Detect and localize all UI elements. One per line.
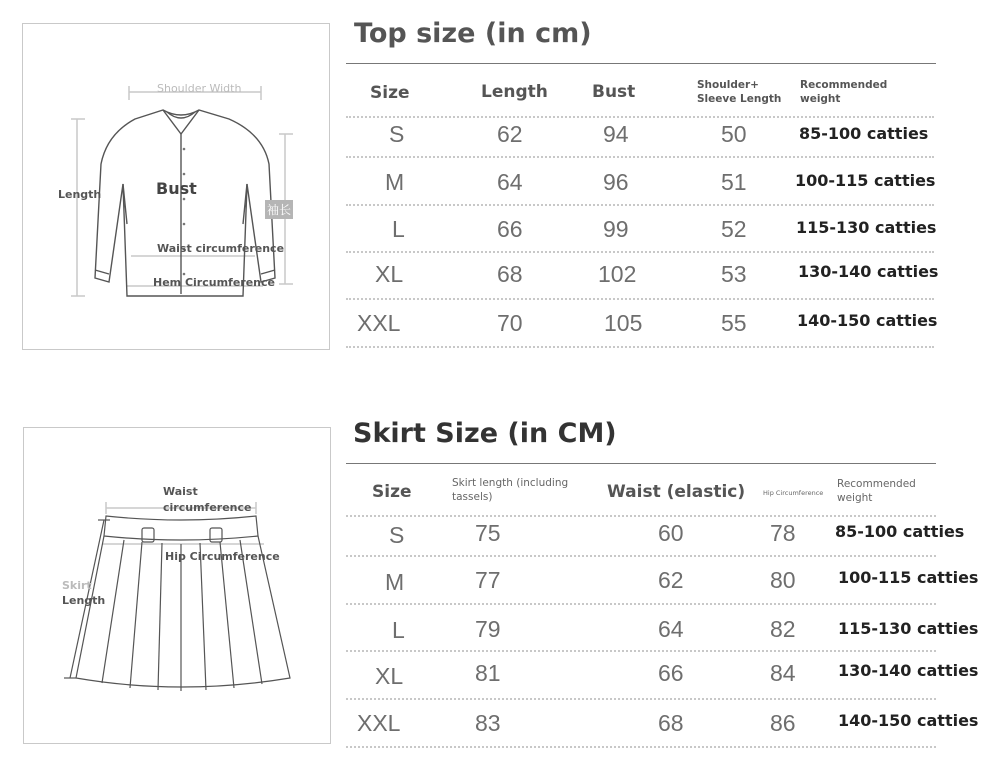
top-cell-weight: 85-100 catties	[799, 124, 929, 143]
skirt-size-diagram	[23, 427, 331, 744]
waist-circumference-label: Waist circumference	[157, 242, 285, 255]
skirt-divider	[346, 698, 936, 700]
skirt-cell-length: 77	[475, 567, 501, 593]
skirt-cell-hip: 86	[770, 710, 796, 736]
skirt-cell-hip: 82	[770, 616, 796, 642]
skirt-header-size: Size	[372, 482, 412, 502]
skirt-header-weight-line2: weight	[837, 492, 873, 504]
skirt-cell-size: M	[385, 569, 405, 595]
hem-circumference-label: Hem Circumference	[153, 276, 275, 289]
skirt-cell-weight: 115-130 catties	[838, 619, 979, 638]
skirt-waist-line2: circumference	[163, 501, 252, 514]
top-cell-bust: 94	[603, 121, 629, 147]
skirt-cell-hip: 80	[770, 567, 796, 593]
skirt-cell-hip: 84	[770, 660, 796, 686]
top-cell-shoulder-sleeve: 51	[721, 169, 747, 195]
top-cell-shoulder-sleeve: 52	[721, 216, 747, 242]
skirt-waist-line1: Waist	[163, 485, 198, 498]
skirt-cell-weight: 130-140 catties	[838, 661, 979, 680]
top-cell-size: S	[389, 121, 405, 147]
top-cell-length: 70	[497, 310, 523, 336]
skirt-cell-weight: 140-150 catties	[838, 711, 979, 730]
top-cell-length: 62	[497, 121, 523, 147]
top-divider	[346, 204, 934, 206]
top-header-bust: Bust	[592, 82, 636, 102]
skirt-cell-hip: 78	[770, 520, 796, 546]
top-header-weight-line1: Recommended	[800, 79, 888, 91]
skirt-header-skirt-length	[452, 476, 568, 504]
skirt-header-weight	[837, 477, 916, 505]
skirt-waist-label	[163, 485, 251, 514]
shoulder-width-label: Shoulder Width	[157, 82, 242, 95]
top-cell-weight: 140-150 catties	[797, 311, 938, 330]
skirt-header-hip: Hip Circumference	[763, 489, 824, 497]
skirt-cell-waist: 64	[658, 616, 684, 642]
top-cell-shoulder-sleeve: 50	[721, 121, 747, 147]
top-title-rule	[346, 63, 936, 64]
top-cell-bust: 102	[598, 261, 637, 287]
skirt-hip-label: Hip Circumference	[165, 550, 280, 563]
top-cell-size: XL	[375, 261, 404, 287]
top-header-size: Size	[370, 83, 410, 103]
top-header-shoulder-line2: Sleeve Length	[697, 93, 782, 105]
top-cell-shoulder-sleeve: 55	[721, 310, 747, 336]
bust-label: Bust	[156, 179, 197, 198]
skirt-header-length-line2: tassels)	[452, 491, 493, 503]
skirt-divider	[346, 650, 936, 652]
top-cell-length: 68	[497, 261, 523, 287]
top-cell-weight: 130-140 catties	[798, 262, 939, 281]
top-cell-weight: 115-130 catties	[796, 218, 937, 237]
skirt-size-title: Skirt Size (in CM)	[353, 418, 617, 449]
skirt-divider	[346, 555, 936, 557]
top-header-shoulder-line1: Shoulder+	[697, 79, 759, 91]
skirt-cell-weight: 85-100 catties	[835, 522, 965, 541]
skirt-cell-waist: 68	[658, 710, 684, 736]
skirt-cell-waist: 62	[658, 567, 684, 593]
skirt-cell-waist: 60	[658, 520, 684, 546]
skirt-cell-size: XXL	[357, 710, 401, 736]
skirt-header-length-line1: Skirt length (including	[452, 477, 569, 489]
sleeve-length-badge: 袖长	[265, 200, 293, 219]
skirt-header-waist: Waist (elastic)	[607, 482, 746, 502]
top-header-weight-line2: weight	[800, 93, 841, 105]
skirt-divider	[346, 515, 936, 517]
skirt-length-label	[62, 579, 105, 607]
skirt-divider	[346, 746, 936, 748]
top-cell-length: 64	[497, 169, 523, 195]
top-divider	[346, 156, 934, 158]
top-divider	[346, 298, 934, 300]
skirt-cell-size: S	[389, 522, 405, 548]
top-header-length: Length	[481, 82, 548, 102]
top-cell-length: 66	[497, 216, 523, 242]
top-cell-weight: 100-115 catties	[795, 171, 936, 190]
top-cell-size: M	[385, 169, 405, 195]
skirt-cell-length: 83	[475, 710, 501, 736]
skirt-length-line2: Length	[62, 594, 106, 607]
top-divider	[346, 251, 934, 253]
top-cell-size: L	[392, 216, 405, 242]
skirt-cell-waist: 66	[658, 660, 684, 686]
skirt-length-line1: Skirt	[62, 579, 92, 592]
top-cell-shoulder-sleeve: 53	[721, 261, 747, 287]
top-divider	[346, 116, 934, 118]
skirt-header-weight-line1: Recommended	[837, 478, 916, 490]
skirt-cell-size: L	[392, 617, 405, 643]
top-cell-bust: 99	[603, 216, 629, 242]
skirt-divider	[346, 603, 936, 605]
top-cell-bust: 96	[603, 169, 629, 195]
top-size-diagram	[22, 23, 330, 350]
top-cell-size: XXL	[357, 310, 401, 336]
skirt-cell-length: 79	[475, 616, 501, 642]
top-header-shoulder-sleeve	[697, 78, 781, 106]
length-label: Length	[58, 188, 102, 201]
top-divider	[346, 346, 934, 348]
top-header-weight	[800, 78, 887, 106]
skirt-cell-length: 75	[475, 520, 501, 546]
skirt-title-rule	[346, 463, 936, 464]
top-size-title: Top size (in cm)	[354, 18, 592, 49]
skirt-cell-weight: 100-115 catties	[838, 568, 979, 587]
skirt-cell-size: XL	[375, 663, 404, 689]
top-cell-bust: 105	[604, 310, 643, 336]
skirt-cell-length: 81	[475, 660, 501, 686]
